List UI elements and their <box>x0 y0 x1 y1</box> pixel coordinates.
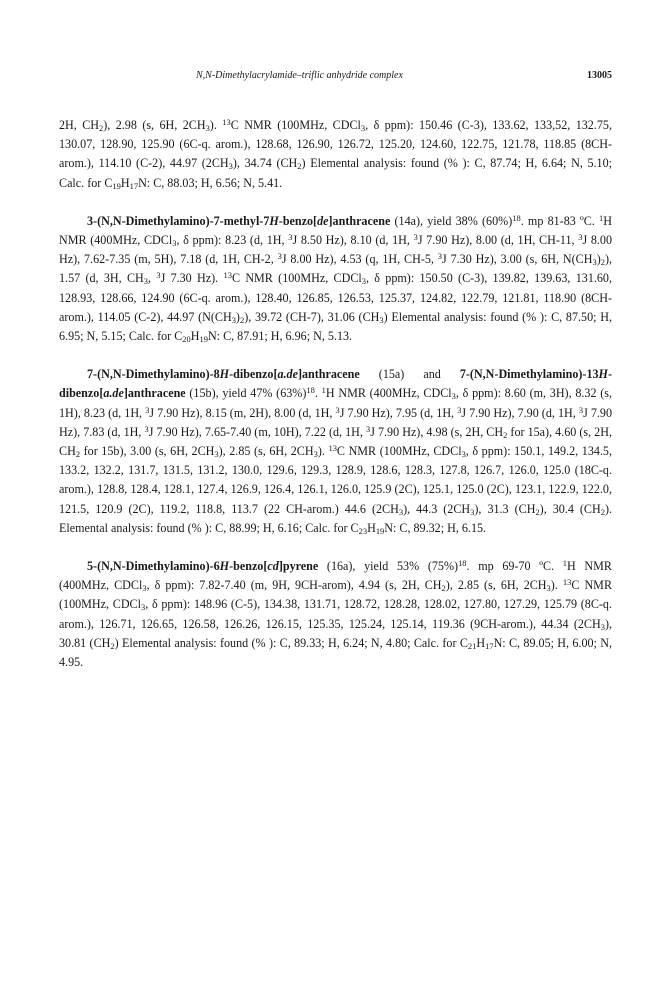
text-run: ), 30.81 (CH <box>59 616 612 650</box>
superscript-text: 3 <box>277 250 282 261</box>
text-run: (15a) and <box>359 367 460 382</box>
text-run: J 7.90 Hz), 8.00 (d, 1H, CH-11, <box>417 233 579 248</box>
text-run: C NMR (100MHz, CDCl <box>231 271 362 286</box>
superscript-text: 13 <box>222 116 231 127</box>
text-run: ]anthracene <box>328 213 391 228</box>
text-run: J 7.90 Hz), 7.65-7.40 (m, 10H), 7.22 (d, 1H, <box>148 424 366 439</box>
superscript-text: 3 <box>578 231 583 242</box>
text-run: , <box>148 271 157 286</box>
text-run: J 7.30 Hz). <box>160 271 224 286</box>
text-run: J 7.30 Hz), 3.00 (s, 6H, N(CH <box>442 252 593 267</box>
subscript-text: 3 <box>451 391 456 402</box>
subscript-text: 17 <box>129 180 139 191</box>
superscript-text: 3 <box>156 270 161 281</box>
text-run: . mp 81-83 ºC. <box>520 213 600 228</box>
text-run: 5-(N,N-Dimethylamino)-6 <box>87 559 220 574</box>
superscript-text: 18 <box>512 212 521 223</box>
compound-name-16a <box>87 559 318 573</box>
page-number: 13005 <box>587 70 612 81</box>
text-run: a.de <box>277 367 298 382</box>
text-run: , δ ppm): 150.46 (C-3), 133.62, 133,52, 132.75, 130.07, 128.90, 125.90 (6C-q. arom.), 128.68, 126.90, 126.72, 125.20, 124.60, 122.75, 121.78, 118.85 (8CH-arom.), 114.10 (C-2), 44.97 (2CH <box>59 118 612 171</box>
text-run: 7-(N,N-Dimethylamino)-13 <box>459 367 599 382</box>
compound-name-14a <box>87 214 390 228</box>
text-run: 7-(N,N-Dimethylamino)-8 <box>87 367 220 382</box>
text-run: ]anthracene <box>297 367 360 382</box>
text-run: ). <box>317 444 329 459</box>
subscript-text: 2 <box>297 161 302 172</box>
subscript-text: 23 <box>358 525 368 536</box>
subscript-text: 3 <box>600 621 605 632</box>
text-run: H <box>598 367 608 382</box>
text-run: ). <box>209 118 223 132</box>
superscript-text: 18 <box>458 557 467 568</box>
subscript-text: 3 <box>231 314 236 325</box>
subscript-text: 2 <box>535 506 540 517</box>
text-run: cd <box>267 559 279 574</box>
text-run: N: C, 87.91; H, 6.96; N, 5.13. <box>207 329 353 344</box>
text-run: J 7.90 Hz), 7.83 (d, 1H, <box>59 405 612 439</box>
text-run: H <box>219 367 230 382</box>
text-run: H <box>219 559 230 574</box>
subscript-text: 2 <box>441 583 446 594</box>
text-run: J 7.90 Hz), 8.15 (m, 2H), 8.00 (d, 1H, <box>149 405 336 420</box>
subscript-text: 21 <box>467 640 477 651</box>
superscript-text: 3 <box>145 404 150 415</box>
text-run: ). Elemental analysis: found (% ): C, 88.99; H, 6.16; Calc. for C <box>59 501 613 535</box>
subscript-text: 3 <box>379 314 384 325</box>
text-run: . <box>314 386 322 401</box>
paragraph-compound-16a <box>59 557 612 672</box>
subscript-text: 2 <box>75 449 81 460</box>
body-text <box>59 116 612 691</box>
text-run: N: C, 88.03; H, 6.56; N, 5.41. <box>138 175 283 190</box>
text-run: ). <box>550 578 563 593</box>
text-run: (15b), yield 47% (63%) <box>185 386 307 401</box>
text-run: J 8.00 Hz), 7.62-7.35 (m, 5H), 7.18 (d, 1H, CH-2, <box>59 233 613 267</box>
text-run: , δ ppm): 7.82-7.40 (m, 9H, 9CH-arom), 4.94 (s, 2H, CH <box>146 578 442 593</box>
text-run: H NMR (400MHz, CDCl <box>59 213 612 248</box>
text-run: ), 1.57 (d, 3H, CH <box>59 252 613 286</box>
text-run: ) Elemental analysis: found (% ): C, 87.50; H, 6.95; N, 5.15; Calc. for C <box>59 309 612 344</box>
text-run: , δ ppm): 150.50 (C-3), 139.82, 139.63, 131.60, 128.93, 128.66, 124.90 (6C-q. arom.), 128.40, 126.85, 126.53, 125.37, 124.82, 122.79, 121.81, 118.90 (8CH-arom.), 114.05 (C-2), 44.97 (N(CH <box>59 271 613 324</box>
text-run: ) Elemental analysis: found (% ): C, 89.33; H, 6.24; N, 4.80; Calc. for C <box>114 635 468 650</box>
subscript-text: 3 <box>398 506 404 517</box>
text-run: H NMR (400MHz, CDCl <box>59 559 612 593</box>
text-run: de <box>317 213 329 228</box>
superscript-text: 18 <box>306 385 315 396</box>
subscript-text: 3 <box>143 276 148 287</box>
subscript-text: 2 <box>99 123 104 134</box>
superscript-text: 3 <box>437 250 443 261</box>
superscript-text: 3 <box>413 231 418 242</box>
text-run: . mp 69-70 ºC. <box>466 559 563 574</box>
subscript-text: 17 <box>485 640 494 651</box>
text-run: N: C, 89.05; H, 6.00; N, 4.95. <box>59 635 613 670</box>
text-run: J 7.90 Hz), 7.95 (d, 1H, <box>339 405 458 420</box>
subscript-text: 3 <box>461 449 466 460</box>
text-run: for 15b), 3.00 (s, 6H, 2CH <box>80 444 215 459</box>
text-run: -benzo[ <box>229 559 268 574</box>
superscript-text: 1 <box>599 212 604 223</box>
superscript-text: 3 <box>288 231 293 242</box>
superscript-text: 1 <box>562 557 568 568</box>
superscript-text: 13 <box>223 270 232 281</box>
text-run: for 15a), 4.60 (s, 2H, CH <box>59 424 612 459</box>
compound-name-15a <box>87 367 360 381</box>
subscript-text: 3 <box>470 506 475 517</box>
text-run: J 8.00 Hz), 4.53 (q, 1H, CH-5, <box>281 252 438 267</box>
subscript-text: 20 <box>182 334 191 345</box>
text-run: H <box>367 520 376 535</box>
text-run: (16a), yield 53% (75%) <box>318 559 459 574</box>
subscript-text: 3 <box>228 161 233 172</box>
superscript-text: 3 <box>365 423 371 434</box>
subscript-text: 3 <box>360 123 366 134</box>
subscript-text: 2 <box>600 506 605 517</box>
text-run: C NMR (100MHz, CDCl <box>59 578 613 612</box>
text-run: H <box>476 635 486 650</box>
text-run: N: C, 89.32; H, 6.15. <box>384 520 487 535</box>
text-run: J 8.50 Hz), 8.10 (d, 1H, <box>292 233 414 248</box>
text-run: , δ ppm): 150.1, 149.2, 134.5, 133.2, 132.2, 131.7, 131.5, 131.2, 130.0, 129.6, 129.3, 128.9, 128.6, 128.3, 127.8, 126.7, 126.0, 125.0 (18C-q. arom.), 128.8, 128.4, 128.1, 127.4, 126.9, 126.4, 126.1, 126.0, 125.9 (2C), 125.1, 125.0 (2C), 123.1, 122.9, 122.0, 121.5, 120.9 (2C), 119.2, 118.8, 113.7 (22 CH-arom.) 44.6 (2CH <box>59 444 613 516</box>
text-run: C NMR (100MHz, CDCl <box>230 118 361 132</box>
subscript-text: 3 <box>546 583 551 594</box>
subscript-text: 2 <box>239 314 245 325</box>
text-run: H NMR (400MHz, CDCl <box>325 386 452 401</box>
superscript-text: 1 <box>321 385 326 396</box>
subscript-text: 3 <box>313 449 318 460</box>
text-run: C NMR (100MHz, CDCl <box>336 444 462 459</box>
text-run: ), 30.4 (CH <box>539 501 601 516</box>
superscript-text: 3 <box>335 404 340 415</box>
running-title: N,N-Dimethylacrylamide–triflic anhydride complex <box>196 70 403 81</box>
subscript-text: 3 <box>142 583 147 594</box>
text-run: ), 2.85 (s, 6H, 2CH <box>218 444 314 459</box>
superscript-text: 3 <box>578 404 584 415</box>
text-run: 3-(N,N-Dimethylamino)-7-methyl-7 <box>87 213 270 228</box>
paragraph-compound-14a <box>59 212 612 346</box>
superscript-text: 13 <box>562 577 572 588</box>
text-run: ) Elemental analysis: found (% ): C, 87.74; H, 6.64; N, 5.10; Calc. for C <box>59 156 613 190</box>
subscript-text: 3 <box>205 123 210 134</box>
text-run: H <box>120 175 130 190</box>
text-run: ), 39.72 (CH-7), 31.06 (CH <box>244 309 380 324</box>
superscript-text: 3 <box>144 423 149 434</box>
text-run: a.de <box>103 386 124 401</box>
text-run: H <box>269 213 279 228</box>
text-run: , δ ppm): 8.23 (d, 1H, <box>176 233 289 248</box>
text-run: ), 34.74 (CH <box>232 156 298 171</box>
text-run: -dibenzo[ <box>59 367 612 401</box>
subscript-text: 2 <box>503 429 508 440</box>
text-run: -dibenzo[ <box>229 367 278 382</box>
superscript-text: 3 <box>457 404 462 415</box>
subscript-text: 3 <box>172 238 177 249</box>
text-run: ), 2.98 (s, 6H, 2CH <box>103 118 206 132</box>
text-run: (14a), yield 38% (60%) <box>390 213 513 228</box>
subscript-text: 3 <box>592 257 597 268</box>
text-run: ), 44.3 (2CH <box>403 501 471 516</box>
subscript-text: 3 <box>140 602 146 613</box>
subscript-text: 3 <box>361 276 366 287</box>
paragraph-compound-15 <box>59 365 612 538</box>
text-run: ), 31.3 (CH <box>474 501 536 516</box>
text-run: ]pyrene <box>278 559 319 574</box>
text-run: -benzo[ <box>278 213 318 228</box>
text-run: , δ ppm): 148.96 (C-5), 134.38, 131.71, 128.72, 128.28, 128.02, 127.80, 127.29, 125.79 (8C-q. arom.), 126.71, 126.65, 126.58, 126.26, 126.15, 125.35, 125.24, 125.14, 119.36 (9CH-arom.), 44.34 (2CH <box>59 597 612 631</box>
text-run: H <box>190 329 200 344</box>
text-run: , δ ppm): 8.60 (m, 3H), 8.32 (s, 1H), 8.23 (d, 1H, <box>59 386 612 420</box>
text-run: ]anthracene <box>123 386 186 401</box>
subscript-text: 19 <box>199 334 208 345</box>
subscript-text: 3 <box>214 449 219 460</box>
subscript-text: 19 <box>375 525 385 536</box>
subscript-text: 2 <box>600 257 605 268</box>
subscript-text: 2 <box>110 640 115 651</box>
superscript-text: 13 <box>328 442 337 453</box>
text-run: ), 2.85 (s, 6H, 2CH <box>445 578 547 593</box>
text-run: ) <box>596 252 601 267</box>
page-header <box>0 70 672 88</box>
text-run: 2H, CH <box>59 118 100 132</box>
paragraph-continuation-13 <box>59 116 612 193</box>
text-run: J 7.90 Hz), 7.90 (d, 1H, <box>461 405 579 420</box>
subscript-text: 19 <box>112 180 121 191</box>
text-run: J 7.90 Hz), 4.98 (s, 2H, CH <box>370 424 504 439</box>
text-run: ) <box>235 309 240 324</box>
